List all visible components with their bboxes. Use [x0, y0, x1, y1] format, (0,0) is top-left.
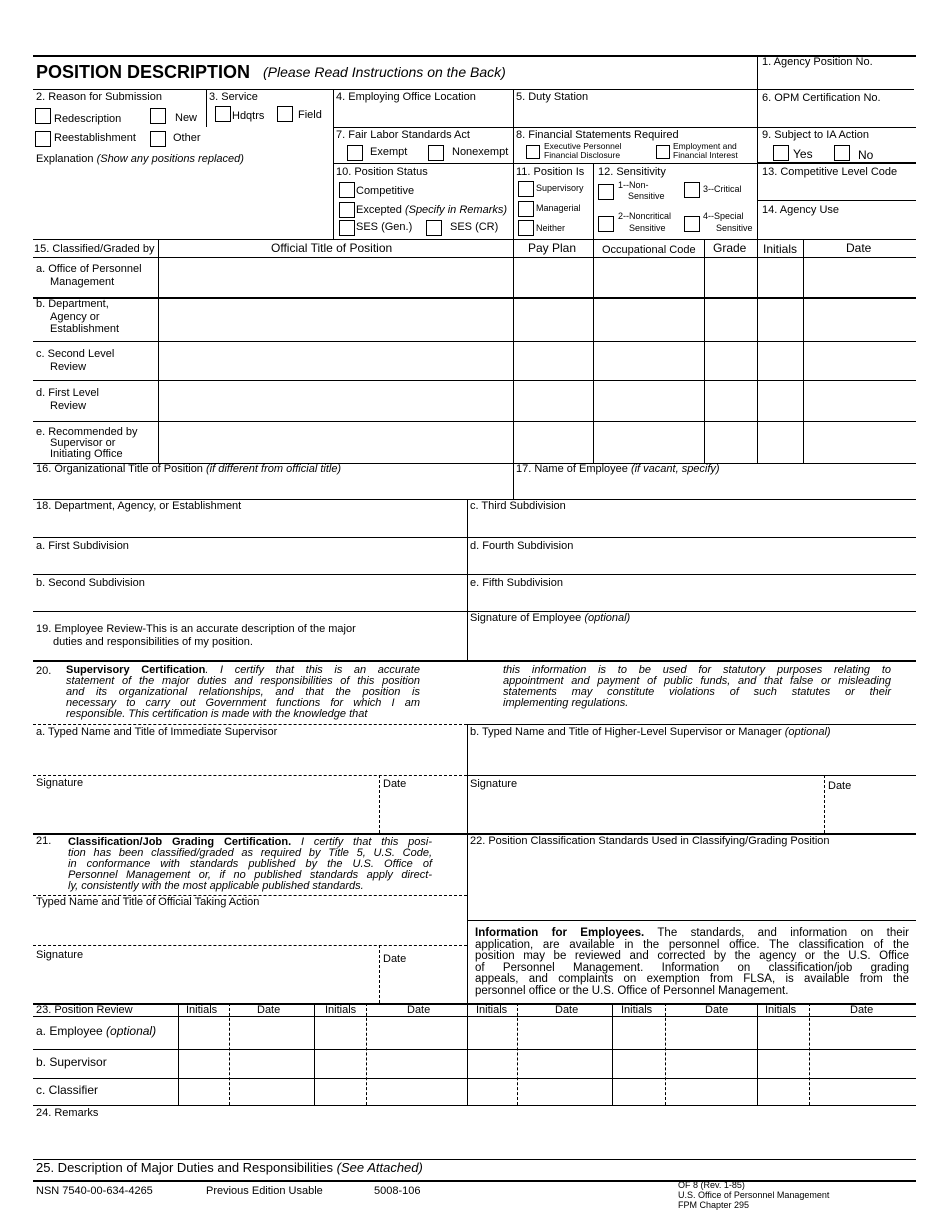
neither-label: Neither: [536, 223, 566, 233]
row-a-label: a. Office of Personnel Management: [36, 263, 142, 288]
ses-cr-label: SES (CR): [450, 221, 499, 233]
competitive-checkbox[interactable]: [339, 182, 355, 198]
managerial-checkbox[interactable]: [518, 201, 534, 217]
employment-interest-checkbox[interactable]: [656, 145, 670, 159]
header-date: Date: [846, 241, 872, 255]
review-employee-label: a. Employee (optional): [36, 1024, 157, 1038]
reestablishment-checkbox[interactable]: [35, 131, 51, 147]
col-initials-2: Initials: [325, 1004, 357, 1016]
redescription-checkbox[interactable]: [35, 108, 51, 124]
header-initials: Initials: [763, 242, 798, 256]
col-initials-5: Initials: [765, 1004, 797, 1016]
supervisory-cert-right: this information is to be used for statutory purposes relating to appointment and payment of public funds, and that false or misleading statements may constitute violations of such statutes or their implementing regulations.: [503, 664, 891, 709]
official-date-label: Date: [383, 953, 407, 965]
nonexempt-checkbox[interactable]: [428, 145, 444, 161]
nonexempt-label: Nonexempt: [452, 146, 509, 158]
item-21-number: 21.: [36, 835, 52, 847]
agency-position-no-label: 1. Agency Position No.: [762, 56, 873, 68]
duty-station-label: 5. Duty Station: [516, 91, 589, 103]
agency-use-label: 14. Agency Use: [762, 204, 840, 216]
review-supervisor-label: b. Supervisor: [36, 1055, 107, 1069]
new-checkbox[interactable]: [150, 108, 166, 124]
col-initials-1: Initials: [186, 1004, 218, 1016]
higher-supervisor-label: b. Typed Name and Title of Higher-Level Supervisor or Manager (optional): [470, 726, 831, 738]
competitive-level-label: 13. Competitive Level Code: [762, 166, 898, 178]
flsa-label: 7. Fair Labor Standards Act: [336, 129, 470, 141]
official-signature-label: Signature: [36, 949, 84, 961]
information-for-employees: Information for Employees. The standards, and information on their application, are available in the personnel office. The classification of the position may be reviewed and corrected by the agency or the U.S. Office of Personnel Management. Information on classification/job grading appeals, and complaints on exemption from FLSA, is available from the personnel office or the U.S. Office of Personnel Management.: [475, 927, 909, 997]
second-subdivision-label: b. Second Subdivision: [36, 577, 145, 589]
reestablishment-label: Reestablishment: [54, 132, 136, 144]
position-review-label: 23. Position Review: [36, 1004, 133, 1016]
opm-cert-label: 6. OPM Certification No.: [762, 92, 881, 104]
classification-standards-label: 22. Position Classification Standards Used in Classifying/Grading Position: [470, 835, 830, 847]
classification-cert-text: Classification/Job Grading Certification. I certify that this posi- tion has been classified/graded as required by Title 5, U.S. Code, in conformance with standards published by the U.S. Office of Personnel Management or, if no published standards apply direct- ly, consistently with the most applicable published standards.: [68, 836, 432, 892]
employee-name-label: 17. Name of Employee (if vacant, specify): [516, 463, 720, 475]
form-revision: OF 8 (Rev. 1-85) U.S. Office of Personnel Management FPM Chapter 295: [678, 1180, 830, 1210]
ia-no-label: No: [858, 148, 874, 162]
position-status-label: 10. Position Status: [336, 166, 428, 178]
sensitivity-2-label: 2--Noncritical Sensitive: [618, 211, 672, 233]
manager-signature-label: Signature: [470, 778, 518, 790]
page-title: POSITION DESCRIPTION: [36, 62, 251, 82]
ses-cr-checkbox[interactable]: [426, 220, 442, 236]
managerial-label: Managerial: [536, 203, 581, 213]
col-date-1: Date: [257, 1004, 281, 1016]
other-label: Other: [173, 132, 201, 144]
supervisory-label: Supervisory: [536, 183, 584, 193]
supervisor-signature-label: Signature: [36, 777, 84, 789]
sensitivity-4-checkbox[interactable]: [684, 216, 700, 232]
position-is-label: 11. Position Is: [516, 166, 585, 178]
third-subdivision-label: c. Third Subdivision: [470, 500, 566, 512]
row-b-label: b. Department, Agency or Establishment: [36, 298, 120, 336]
supervisor-date-label: Date: [383, 778, 407, 790]
employee-review-text: 19. Employee Review-This is an accurate description of the major duties and responsibilities of my position.: [36, 623, 356, 649]
sensitivity-4-label: 4--Special Sensitive: [703, 211, 753, 233]
header-pay-plan: Pay Plan: [528, 241, 577, 255]
reason-label: 2. Reason for Submission: [36, 91, 162, 103]
header-grade: Grade: [713, 241, 747, 255]
sensitivity-1-label: 1--Non- Sensitive: [618, 180, 665, 201]
major-duties-label: 25. Description of Major Duties and Responsibilities (See Attached): [36, 1160, 423, 1175]
row-c-label: c. Second Level Review: [36, 348, 115, 373]
exempt-label: Exempt: [370, 146, 408, 158]
field-checkbox[interactable]: [277, 106, 293, 122]
ses-gen-checkbox[interactable]: [339, 220, 355, 236]
sensitivity-label: 12. Sensitivity: [598, 166, 666, 178]
org-title-label: 16. Organizational Title of Position (if different from official title): [36, 463, 342, 475]
ia-yes-label: Yes: [793, 147, 813, 161]
employee-signature-label: Signature of Employee (optional): [470, 612, 631, 624]
col-date-2: Date: [407, 1004, 431, 1016]
sensitivity-3-checkbox[interactable]: [684, 182, 700, 198]
col-date-5: Date: [850, 1004, 874, 1016]
col-initials-3: Initials: [476, 1004, 508, 1016]
previous-edition: Previous Edition Usable: [206, 1185, 323, 1197]
explanation-label: Explanation (Show any positions replaced): [36, 153, 244, 165]
department-label: 18. Department, Agency, or Establishment: [36, 500, 242, 512]
supervisory-cert-left: Supervisory Certification. I certify that this is an accurate statement of the major duties and responsibilities of this position and its organizational relationships, and that the position is necessary to carry out Government functions for which I am responsible. This certification is made with the knowledge that: [66, 664, 420, 720]
page-subtitle: (Please Read Instructions on the Back): [263, 64, 506, 80]
excepted-label: Excepted (Specify in Remarks): [356, 204, 508, 216]
employing-office-label: 4. Employing Office Location: [336, 91, 476, 103]
fifth-subdivision-label: e. Fifth Subdivision: [470, 577, 563, 589]
ia-yes-checkbox[interactable]: [773, 145, 789, 161]
exec-personnel-checkbox[interactable]: [526, 145, 540, 159]
header-occupational-code: Occupational Code: [602, 244, 696, 256]
new-label: New: [175, 112, 198, 124]
sensitivity-3-label: 3--Critical: [703, 184, 742, 194]
form-code: 5008-106: [374, 1185, 421, 1197]
classified-by-label: 15. Classified/Graded by: [34, 243, 155, 255]
hdqtrs-label: Hdqtrs: [232, 110, 265, 122]
exec-personnel-label: Executive Personnel Financial Disclosure: [544, 141, 622, 160]
first-subdivision-label: a. First Subdivision: [36, 540, 129, 552]
header-official-title: Official Title of Position: [271, 241, 393, 255]
supervisory-checkbox[interactable]: [518, 181, 534, 197]
review-classifier-label: c. Classifier: [36, 1083, 99, 1097]
fourth-subdivision-label: d. Fourth Subdivision: [470, 540, 574, 552]
nsn-number: NSN 7540-00-634-4265: [36, 1185, 153, 1197]
employment-interest-label: Employment and Financial Interest: [673, 141, 738, 160]
financial-label: 8. Financial Statements Required: [516, 129, 679, 141]
exempt-checkbox[interactable]: [347, 145, 363, 161]
ia-no-checkbox[interactable]: [834, 145, 850, 161]
row-e-label: e. Recommended by Supervisor or Initiating Office: [36, 426, 138, 460]
ia-action-label: 9. Subject to IA Action: [762, 129, 870, 141]
neither-checkbox[interactable]: [518, 220, 534, 236]
sensitivity-2-checkbox[interactable]: [598, 216, 614, 232]
hdqtrs-checkbox[interactable]: [215, 106, 231, 122]
remarks-label: 24. Remarks: [36, 1107, 99, 1119]
competitive-label: Competitive: [356, 185, 415, 197]
field-label: Field: [298, 109, 322, 121]
immediate-supervisor-label: a. Typed Name and Title of Immediate Supervisor: [36, 726, 278, 738]
item-20-number: 20.: [36, 665, 52, 677]
official-typed-name-label: Typed Name and Title of Official Taking Action: [36, 896, 260, 908]
col-date-4: Date: [705, 1004, 729, 1016]
service-label: 3. Service: [209, 91, 258, 103]
row-d-label: d. First Level Review: [36, 387, 99, 412]
col-date-3: Date: [555, 1004, 579, 1016]
col-initials-4: Initials: [621, 1004, 653, 1016]
excepted-checkbox[interactable]: [339, 202, 355, 218]
sensitivity-1-checkbox[interactable]: [598, 184, 614, 200]
redescription-label: Redescription: [54, 113, 122, 125]
other-checkbox[interactable]: [150, 131, 166, 147]
ses-gen-label: SES (Gen.): [356, 221, 413, 233]
manager-date-label: Date: [828, 780, 852, 792]
